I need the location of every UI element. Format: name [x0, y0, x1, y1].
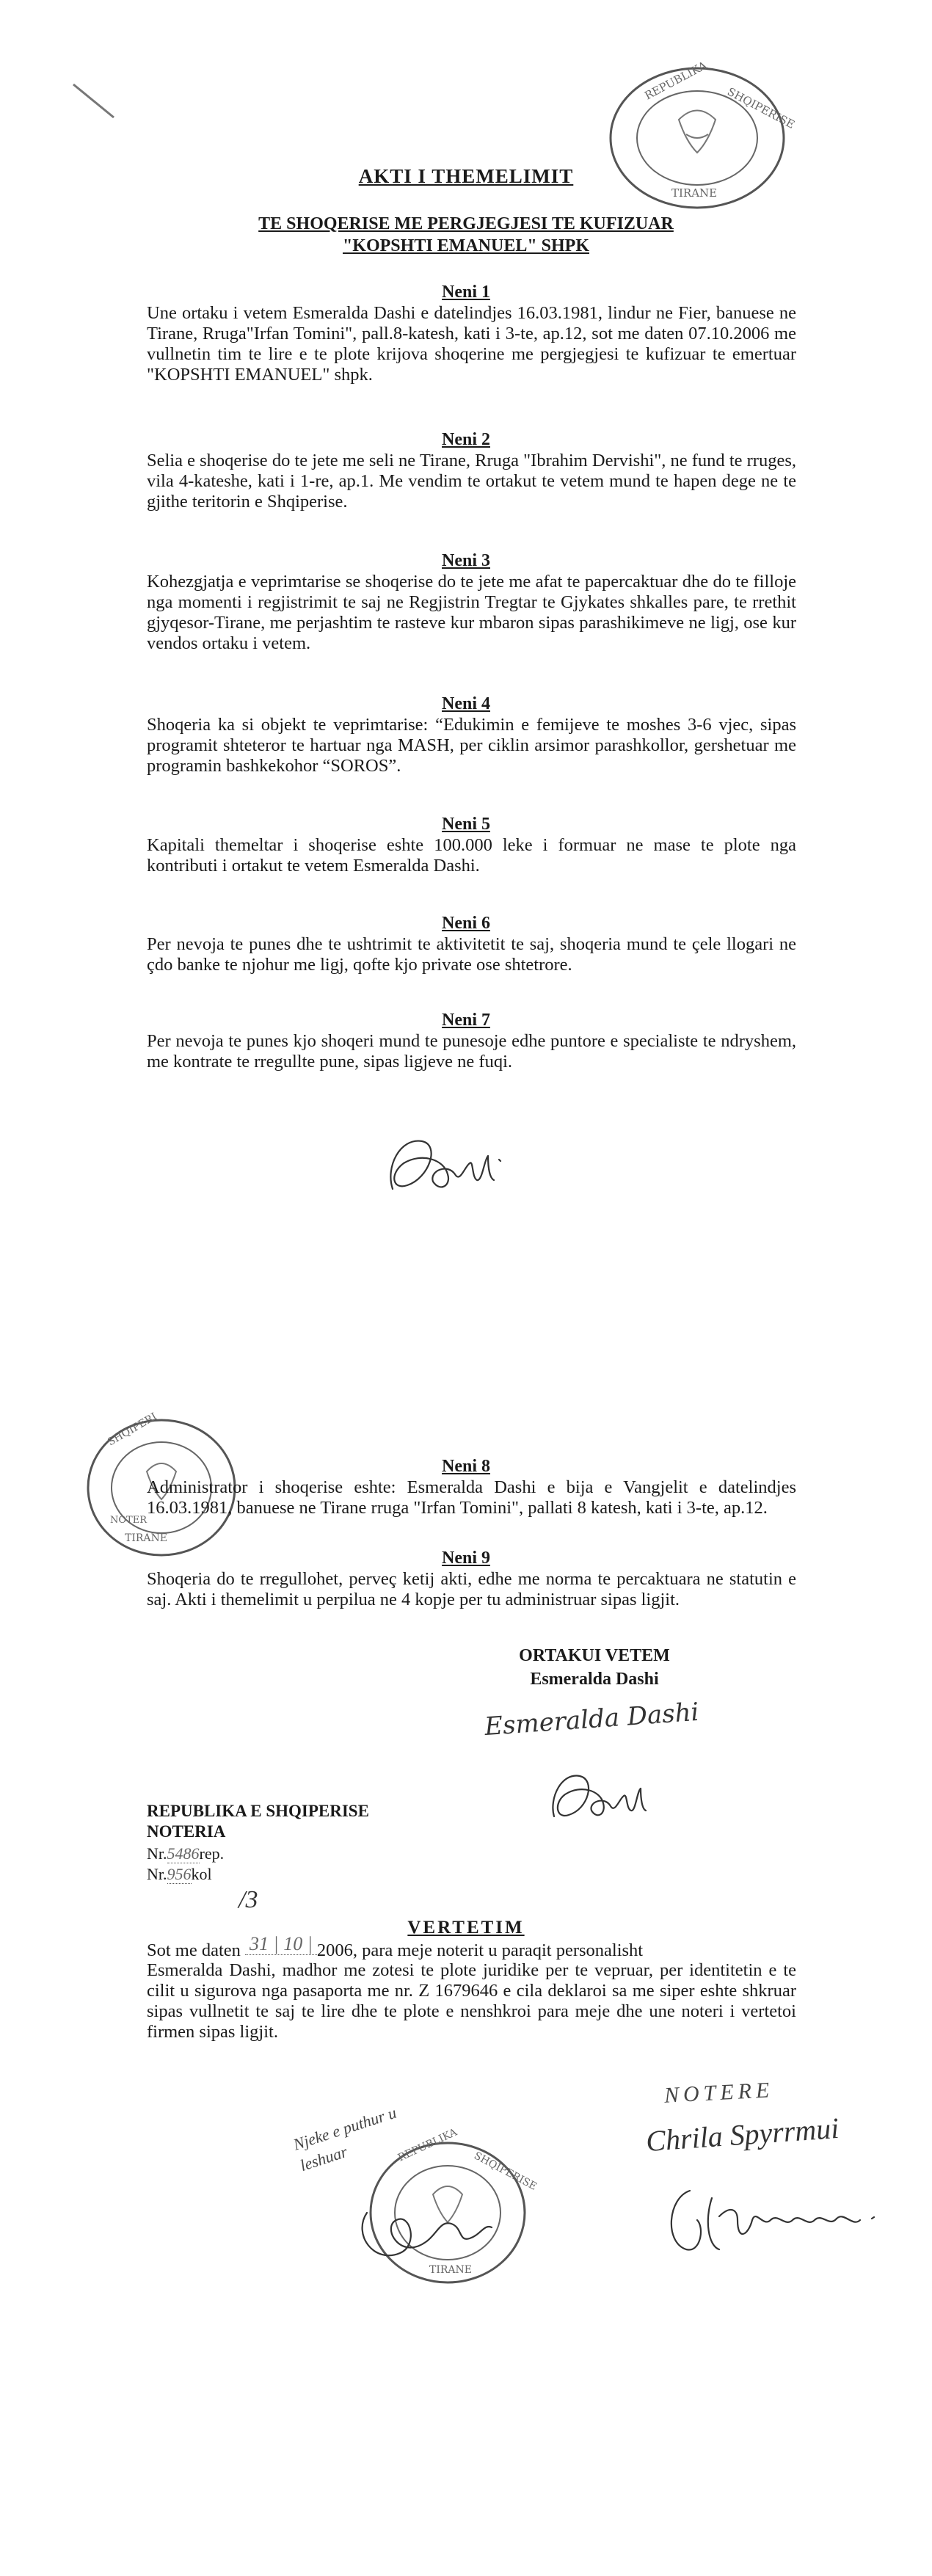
notary-stamp-icon — [602, 58, 797, 219]
document-subtitle-line1: TE SHOQERISE ME PERGJEGJESI TE KUFIZUAR — [258, 214, 674, 233]
article-heading: Neni 7 — [442, 1011, 490, 1030]
article-text: Selia e shoqerise do te jete me seli ne Tirane, Rruga "Ibrahim Dervishi", ne fund te rruges, vila 4-kateshe, kati i 1-re, ap.1. Me vendim te ortakut te vetem mund te hapen dege ne te gjithe teritorin e Shqiperise. — [147, 451, 796, 512]
article-heading: Neni 4 — [442, 694, 490, 713]
article-heading: Neni 5 — [442, 815, 490, 834]
register-prefix: Nr. — [147, 1844, 167, 1863]
notary-label: NOTERIA — [147, 1822, 226, 1841]
handwritten-date: 31 | 10 | — [245, 1934, 317, 1955]
article-text: Administrator i shoqerise eshte: Esmeralda Dashi e bija e Vangjelit e datelindjes 16.03.1981, banuese ne Tirane rruga "Irfan Tomini", pallati 8 katesh, kati i 3-te, ap.12. — [147, 1477, 796, 1518]
certification-first-line — [147, 1933, 796, 1961]
certification-title: VERTETIM — [407, 1918, 525, 1938]
article-text: Une ortaku i vetem Esmeralda Dashi e datelindjes 16.03.1981, lindur ne Fier, banuese ne Tirane, Rruga"Irfan Tomini", pall.8-katesh, kati i 3-te, ap.12, sot me daten 07.10.2006 me vullnetin tim te lire e te plote krijova shoqerine me pergjegjesi te kufizuar te emertuar "KOPSHTI EMANUEL" shpk. — [147, 303, 796, 385]
svg-text:NOTER: NOTER — [110, 1515, 147, 1526]
svg-text:SHQIPERI: SHQIPERI — [106, 1411, 159, 1449]
article-text: Kapitali themeltar i shoqerise eshte 100.000 leke i formuar ne mase te plote nga kontributi i ortakut te vetem Esmeralda Dashi. — [147, 835, 796, 876]
svg-text:SHQIPERISE: SHQIPERISE — [472, 2150, 539, 2193]
article-heading: Neni 1 — [442, 283, 490, 302]
article-text: Shoqeria ka si objekt te veprimtarise: “Edukimin e femijeve te moshes 3-6 vjec, sipas programit shteteror te hartuar nga MASH, per ciklin arsimor parashkollor, gershetuar me programin bashkekohor “SOROS”. — [147, 715, 796, 776]
register-number-rep — [147, 1844, 224, 1863]
article-heading: Neni 3 — [442, 551, 490, 570]
svg-text:REPUBLIKA: REPUBLIKA — [642, 58, 710, 103]
register-value: 5486 — [167, 1844, 200, 1863]
svg-text:TIRANE: TIRANE — [671, 186, 718, 200]
page-mark: /3 — [239, 1886, 258, 1913]
signature-icon — [378, 1123, 514, 1204]
register-suffix: kol — [191, 1865, 212, 1883]
article-heading: Neni 8 — [442, 1457, 490, 1476]
cert-text-before-date: Sot me daten — [147, 1940, 241, 1960]
notary-signature-icon — [660, 2176, 910, 2264]
register-prefix: Nr. — [147, 1865, 167, 1883]
article-heading: Neni 2 — [442, 430, 490, 449]
svg-text:TIRANE: TIRANE — [125, 1532, 167, 1544]
document-subtitle-line2: "KOPSHTI EMANUEL" SHPK — [342, 236, 590, 255]
register-value: 956 — [167, 1865, 192, 1883]
signature-icon — [543, 1758, 660, 1831]
article-text: Shoqeria do te rregullohet, perveç ketij akti, edhe me norma te percaktuara ne statutin e saj. Akti i themelimit u perpilua ne 4 kopje per tu administruar sipas ligjit. — [147, 1569, 796, 1609]
svg-text:SHQIPERISE: SHQIPERISE — [725, 84, 797, 131]
partner-name: Esmeralda Dashi — [530, 1670, 659, 1689]
handwritten-notary-name: Chrila Spyrrmui — [644, 2111, 840, 2158]
register-suffix: rep. — [199, 1844, 225, 1863]
partner-title: ORTAKUI VETEM — [519, 1646, 670, 1665]
article-text: Per nevoja te punes kjo shoqeri mund te punesoje edhe puntore e specialiste te ndryshem, me kontrate te rregullte pune, sipas ligjeve ne fuqi. — [147, 1031, 796, 1071]
article-heading: Neni 6 — [442, 914, 490, 933]
svg-text:REPUBLIKA: REPUBLIKA — [396, 2126, 459, 2164]
handwritten-partner-signature: Esmeralda Dashi — [483, 1697, 700, 1742]
handwritten-notary-label: NOTERE — [663, 2078, 775, 2108]
article-text: Kohezgjatja e veprimtarise se shoqerise do te jete me afat te papercaktuar dhe do te filloje nga momenti i regjistrimit te saj ne Regjistrin Tregtar te Gjykates shkalles pare, te rrethit gjyqesor-Tirane, me perjashtim te rasteve kur mbaron sipas parashikimeve ne ligj, ose kur vendos ortaku i vetem. — [147, 572, 796, 653]
cert-text-after-date: 2006, para meje noterit u paraqit personalisht — [316, 1940, 644, 1960]
handwritten-stamp-note: Njeke e puthur u leshuar — [291, 2103, 399, 2175]
scan-mark — [70, 81, 121, 125]
article-text: Per nevoja te punes dhe te ushtrimit te aktivitetit te saj, shoqeria mund te çele llogari ne çdo banke te njohur me ligj, qofte kjo private ose shtetrore. — [147, 934, 796, 975]
document-title: AKTI I THEMELIMIT — [358, 165, 574, 187]
certification-text: Esmeralda Dashi, madhor me zotesi te plote juridike per te vepruar, per identitetin e te cilit u sigurova nga pasaporta me nr. Z 1679646 e cila deklaroi sa me siper eshte shkruar sipas vullnetit te saj te lire dhe te plote e nenshkroi para meje dhe une noteri i vertetoi firmen sipas ligjit. — [147, 1960, 796, 2042]
svg-text:TIRANE: TIRANE — [429, 2264, 472, 2276]
document-page-2 — [0, 1288, 932, 2576]
register-number-kol — [147, 1865, 212, 1884]
article-heading: Neni 9 — [442, 1549, 490, 1568]
republic-label: REPUBLIKA E SHQIPERISE — [147, 1802, 369, 1820]
